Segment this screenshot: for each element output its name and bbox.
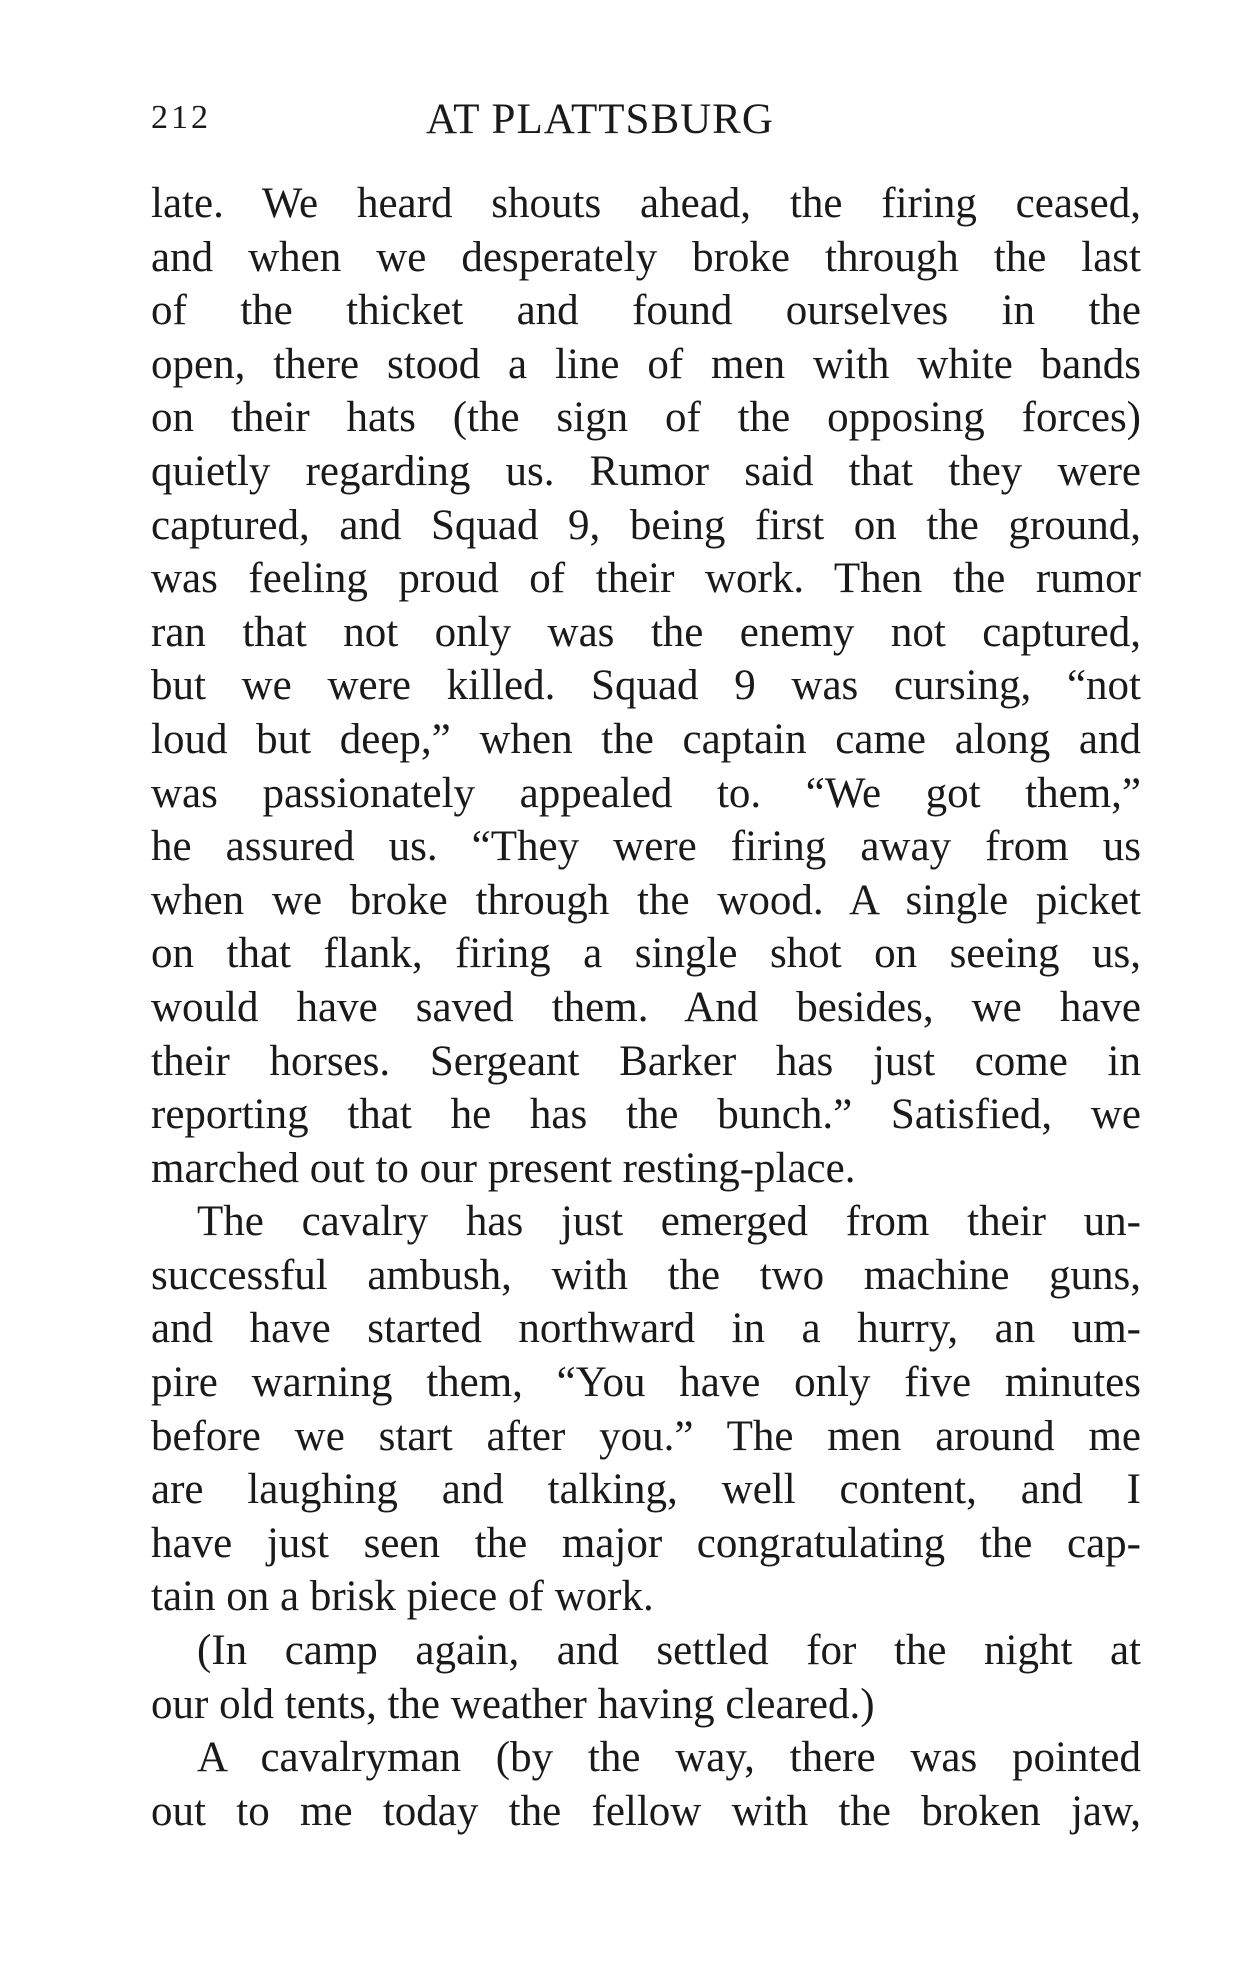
paragraph-4: [151, 1731, 1141, 1838]
text-line: of the thicket and found ourselves in the: [151, 287, 1141, 335]
text-line: on that flank, firing a single shot on seeing us,: [151, 930, 1141, 978]
text-line: he assured us. “They were firing away from us: [151, 823, 1141, 871]
page-number: 212: [151, 99, 211, 136]
text-line: ran that not only was the enemy not captured,: [151, 608, 1141, 656]
text-line: quietly regarding us. Rumor said that they were: [151, 447, 1141, 495]
text-line: late. We heard shouts ahead, the firing ceased,: [151, 180, 1141, 227]
text-line: and have started northward in a hurry, an um-: [151, 1305, 1141, 1353]
text-line: and when we desperately broke through the last: [151, 233, 1141, 281]
text-line: was passionately appealed to. “We got them,”: [151, 769, 1141, 817]
text-line: our old tents, the weather having cleared.): [151, 1680, 875, 1728]
text-line: successful ambush, with the two machine guns,: [151, 1251, 1141, 1299]
text-line: (In camp again, and settled for the night at: [197, 1627, 1141, 1675]
text-line: would have saved them. And besides, we have: [151, 983, 1141, 1031]
text-line: before we start after you.” The men around me: [151, 1412, 1141, 1460]
text-line: but we were killed. Squad 9 was cursing, “not: [151, 662, 1141, 710]
text-line: The cavalry has just emerged from their un-: [197, 1198, 1141, 1246]
text-line: are laughing and talking, well content, and I: [151, 1466, 1141, 1514]
text-line: tain on a brisk piece of work.: [151, 1573, 654, 1621]
text-line: A cavalryman (by the way, there was pointed: [197, 1734, 1141, 1782]
running-head: AT PLATTSBURG: [426, 96, 774, 143]
paragraph-2: [151, 1195, 1141, 1624]
body-text: [151, 177, 1141, 1838]
text-line: have just seen the major congratulating the cap-: [151, 1519, 1141, 1567]
text-line: captured, and Squad 9, being first on the ground,: [151, 501, 1141, 549]
text-line: their horses. Sergeant Barker has just come in: [151, 1037, 1141, 1085]
text-line: marched out to our present resting-place.: [151, 1144, 856, 1192]
text-line: open, there stood a line of men with white bands: [151, 340, 1141, 388]
paragraph-3: [151, 1624, 1141, 1731]
text-line: pire warning them, “You have only five minutes: [151, 1359, 1141, 1407]
text-line: when we broke through the wood. A single picket: [151, 876, 1141, 924]
text-line: on their hats (the sign of the opposing forces): [151, 394, 1141, 442]
text-line: was feeling proud of their work. Then the rumor: [151, 555, 1141, 603]
text-line: out to me today the fellow with the broken jaw,: [151, 1787, 1141, 1835]
text-line: loud but deep,” when the captain came along and: [151, 715, 1141, 763]
paragraph-1: [151, 177, 1141, 1195]
page-header: [151, 95, 1141, 151]
text-line: reporting that he has the bunch.” Satisfied, we: [151, 1091, 1141, 1139]
